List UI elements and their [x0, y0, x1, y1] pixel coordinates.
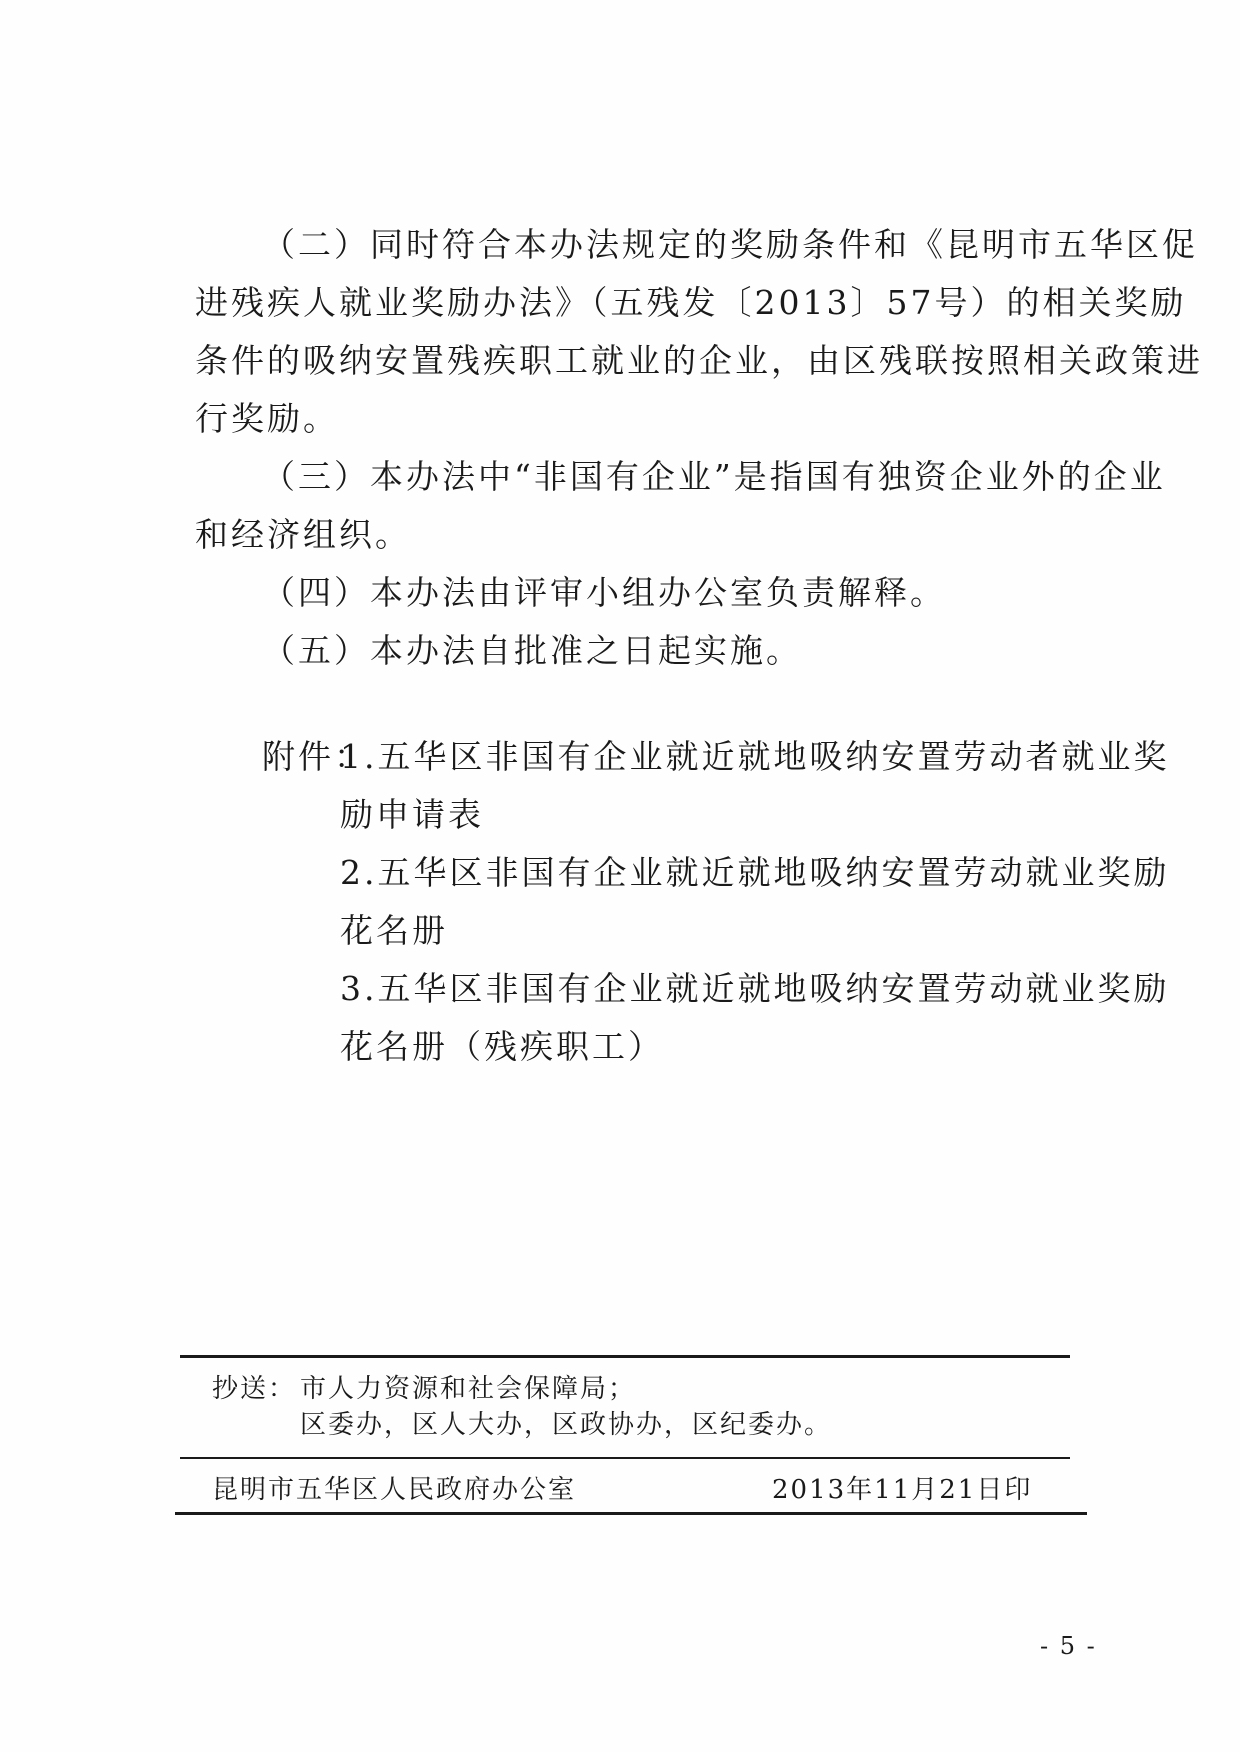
footer-top-rule — [180, 1355, 1070, 1358]
paragraph-2-line-3: 条件的吸纳安置残疾职工就业的企业，由区残联按照相关政策进 — [195, 341, 1203, 380]
paragraph-2-line-1: （二）同时符合本办法规定的奖励条件和《昆明市五华区促 — [262, 225, 1198, 264]
attachments-label: 附件： — [262, 737, 370, 776]
footer-middle-rule — [180, 1457, 1070, 1459]
attachment-3-line-1: 3.五华区非国有企业就近就地吸纳安置劳动就业奖励 — [340, 969, 1170, 1008]
print-date: 2013年11月21日印 — [772, 1475, 1033, 1505]
cc-line-1: 市人力资源和社会保障局； — [300, 1374, 637, 1404]
attachment-1-line-2: 励申请表 — [340, 795, 484, 834]
cc-label: 抄送： — [212, 1374, 297, 1404]
paragraph-4: （四）本办法由评审小组办公室负责解释。 — [262, 573, 946, 612]
footer-bottom-rule — [175, 1512, 1087, 1515]
attachment-2-line-1: 2.五华区非国有企业就近就地吸纳安置劳动就业奖励 — [340, 853, 1170, 892]
paragraph-3-line-2: 和经济组织。 — [195, 515, 411, 554]
paragraph-5: （五）本办法自批准之日起实施。 — [262, 631, 802, 670]
issuer: 昆明市五华区人民政府办公室 — [212, 1475, 577, 1505]
cc-line-2: 区委办，区人大办，区政协办，区纪委办。 — [300, 1410, 833, 1440]
attachment-1-line-1: 1.五华区非国有企业就近就地吸纳安置劳动者就业奖 — [340, 737, 1170, 776]
attachment-2-line-2: 花名册 — [340, 911, 448, 950]
paragraph-3-line-1: （三）本办法中“非国有企业”是指国有独资企业外的企业 — [262, 457, 1166, 496]
page-number: - 5 - — [1040, 1632, 1097, 1660]
attachment-3-line-2: 花名册（残疾职工） — [340, 1027, 664, 1066]
paragraph-2-line-2: 进残疾人就业奖励办法》（五残发〔2013〕57号）的相关奖励 — [195, 283, 1187, 322]
paragraph-2-line-4: 行奖励。 — [195, 399, 339, 438]
